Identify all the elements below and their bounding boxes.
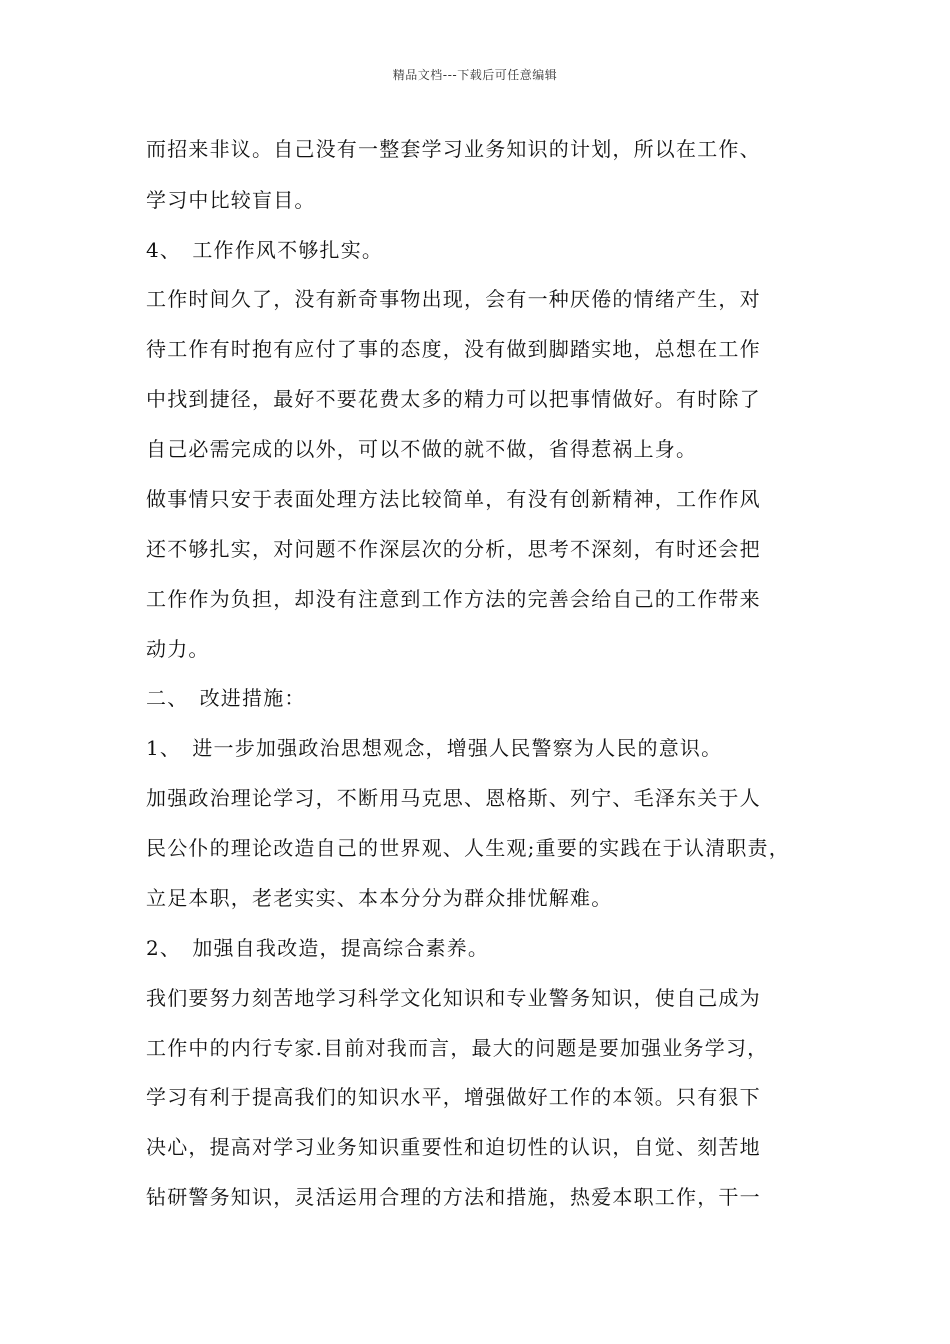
text-line: 我们要努力刻苦地学习科学文化知识和专业警务知识，使自己成为	[146, 986, 761, 1010]
text-line: 工作时间久了，没有新奇事物出现，会有一种厌倦的情绪产生，对	[146, 287, 761, 311]
text-line: 学习中比较盲目。	[146, 188, 316, 212]
text-line: 还不够扎实，对问题不作深层次的分析，思考不深刻，有时还会把	[146, 537, 761, 561]
text-line: 2、 加强自我改造，提高综合素养。	[146, 936, 490, 960]
text-line: 4、 工作作风不够扎实。	[146, 238, 384, 262]
text-line: 加强政治理论学习，不断用马克思、恩格斯、列宁、毛泽东关于人	[146, 786, 761, 810]
text-line: 待工作有时抱有应付了事的态度，没有做到脚踏实地，总想在工作	[146, 337, 761, 361]
text-line: 动力。	[146, 637, 210, 661]
text-line: 学习有利于提高我们的知识水平，增强做好工作的本领。只有狠下	[146, 1085, 761, 1109]
text-line: 而招来非议。自己没有一整套学习业务知识的计划，所以在工作、	[146, 137, 761, 161]
text-line: 自己必需完成的以外，可以不做的就不做，省得惹祸上身。	[146, 437, 698, 461]
text-line: 二、 改进措施：	[146, 686, 306, 710]
text-line: 决心，提高对学习业务知识重要性和迫切性的认识，自觉、刻苦地	[146, 1135, 761, 1159]
text-line: 1、 进一步加强政治思想观念，增强人民警察为人民的意识。	[146, 736, 723, 760]
text-line: 工作中的内行专家.目前对我而言，最大的问题是要加强业务学习，	[146, 1036, 769, 1060]
text-line: 工作作为负担，却没有注意到工作方法的完善会给自己的工作带来	[146, 587, 761, 611]
text-line: 中找到捷径，最好不要花费太多的精力可以把事情做好。有时除了	[146, 387, 761, 411]
text-line: 立足本职，老老实实、本本分分为群众排忧解难。	[146, 886, 613, 910]
page-header: 精品文档---下载后可任意编辑	[392, 68, 558, 82]
text-line: 钻研警务知识，灵活运用合理的方法和措施，热爱本职工作，干一	[146, 1185, 761, 1209]
text-line: 民公仆的理论改造自己的世界观、人生观;重要的实践在于认清职责，	[146, 836, 790, 860]
text-line: 做事情只安于表面处理方法比较简单，有没有创新精神，工作作风	[146, 487, 761, 511]
